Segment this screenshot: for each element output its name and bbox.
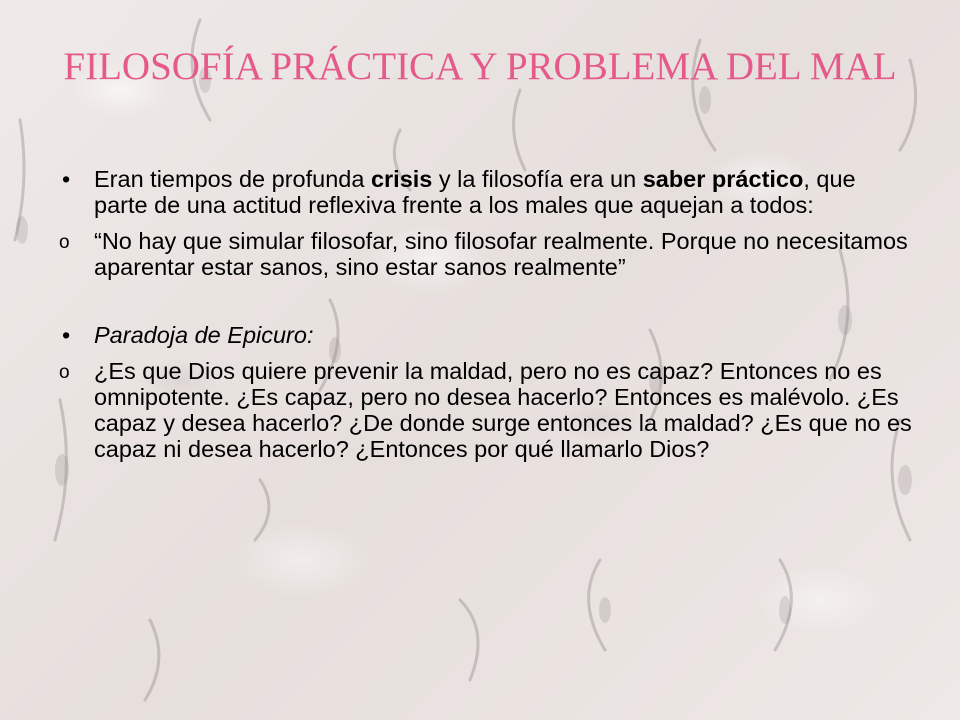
text-segment: , que parte de una actitud reflexiva frente a los males que aquejan a todos: [94, 166, 856, 218]
bold-term-saber-practico: saber práctico [642, 166, 804, 192]
text-segment: Eran tiempos de profunda [94, 166, 371, 192]
sub-bullet-quote [59, 228, 912, 280]
sub-bullet-paradox [59, 358, 912, 462]
bullet-text [94, 166, 856, 218]
quote-text: “No hay que simular filosofar, sino filosofar realmente. Porque no necesitamos aparentar estar sanos, sino estar sanos realmente” [94, 228, 908, 280]
bold-term-crisis: crisis [370, 166, 433, 192]
paradox-text: ¿Es que Dios quiere prevenir la maldad, pero no es capaz? Entonces no es omnipotente. ¿Es capaz, pero no desea hacerlo? Entonces es malévolo. ¿Es capaz y desea hacerlo? ¿De donde surge entonces la maldad? ¿Es que no es capaz ni desea hacerlo? ¿Entonces por qué llamarlo Dios? [94, 358, 912, 462]
sub-bullet-marker: o [59, 362, 70, 383]
slide-title: FILOSOFÍA PRÁCTICA Y PROBLEMA DEL MAL [63, 45, 897, 88]
bullet-item-epicuro [62, 322, 912, 348]
bullet-dot: • [62, 322, 71, 348]
paradox-heading: Paradoja de Epicuro: [94, 322, 314, 348]
slide-body [59, 166, 912, 462]
bullet-dot: • [62, 166, 71, 192]
text-segment: y la filosofía era un [432, 166, 643, 192]
sub-bullet-marker: o [59, 232, 70, 253]
bullet-item-crisis [62, 166, 912, 218]
